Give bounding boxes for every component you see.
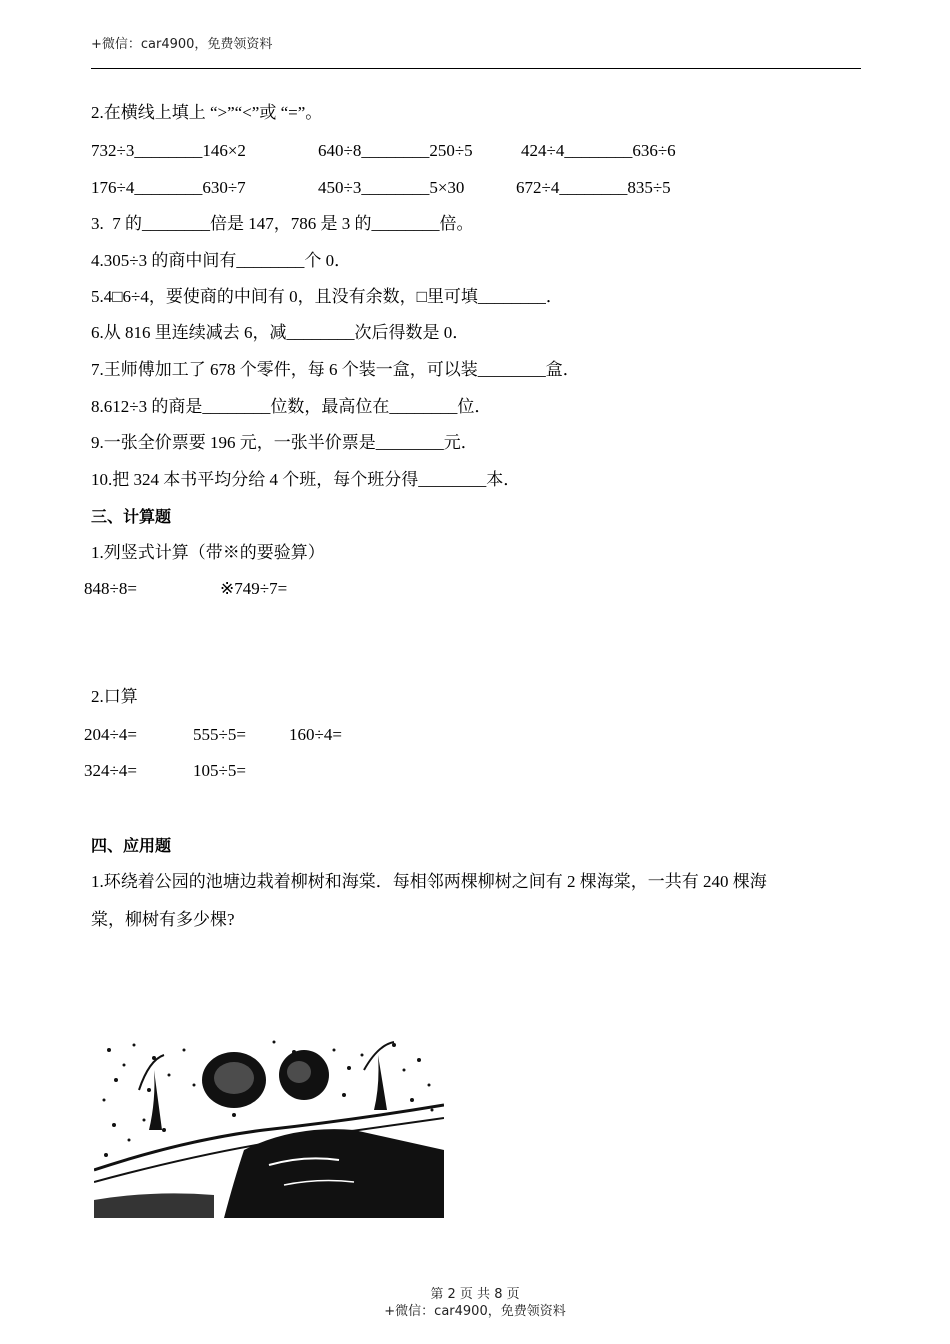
question-3: 3. 7 的________倍是 147，786 是 3 的________倍。 bbox=[91, 214, 474, 233]
section-3-title: 三、计算题 bbox=[91, 507, 172, 526]
page-header: +微信：car4900，免费领资料 bbox=[91, 37, 273, 52]
oral-555: 555÷5= bbox=[193, 725, 246, 744]
question-5: 5.4□6÷4，要使商的中间有 0，且没有余数，□里可填________． bbox=[91, 287, 563, 306]
section-4-title: 四、应用题 bbox=[91, 836, 172, 855]
section-3-sub1: 1.列竖式计算（带※的要验算） bbox=[91, 543, 325, 562]
application-q1-line1: 1.环绕着公园的池塘边栽着柳树和海棠．每相邻两棵柳树之间有 2 棵海棠，一共有 240 棵海 bbox=[91, 872, 767, 891]
page-footer: +微信：car4900，免费领资料 bbox=[384, 1304, 566, 1319]
question-7: 7.王师傅加工了 678 个零件，每 6 个装一盒，可以装________盒． bbox=[91, 360, 580, 379]
question-9: 9.一张全价票要 196 元，一张半价票是________元． bbox=[91, 433, 478, 452]
q2-r1-c3: 424÷4________636÷6 bbox=[521, 141, 676, 160]
q2-r2-c2: 450÷3________5×30 bbox=[318, 178, 465, 197]
oral-160: 160÷4= bbox=[289, 725, 342, 744]
question-4: 4.305÷3 的商中间有________个 0． bbox=[91, 251, 352, 270]
calc-749: ※749÷7= bbox=[220, 579, 288, 598]
pond-illustration bbox=[94, 1030, 444, 1218]
page-number: 第 2 页 共 8 页 bbox=[430, 1287, 520, 1302]
question-8: 8.612÷3 的商是________位数，最高位在________位． bbox=[91, 397, 492, 416]
application-q1-line2: 棠，柳树有多少棵? bbox=[91, 910, 235, 929]
q2-r1-c2: 640÷8________250÷5 bbox=[318, 141, 473, 160]
oral-204: 204÷4= bbox=[84, 725, 137, 744]
oral-324: 324÷4= bbox=[84, 761, 137, 780]
question-6: 6.从 816 里连续减去 6，减________次后得数是 0． bbox=[91, 323, 470, 342]
calc-848: 848÷8= bbox=[84, 579, 137, 598]
q2-r2-c1: 176÷4________630÷7 bbox=[91, 178, 246, 197]
header-divider bbox=[91, 68, 861, 69]
section-3-sub2: 2.口算 bbox=[91, 687, 138, 706]
q2-title: 2.在横线上填上 “>”“<”或 “=”。 bbox=[91, 103, 323, 122]
question-10: 10.把 324 本书平均分给 4 个班，每个班分得________本． bbox=[91, 470, 521, 489]
q2-r2-c3: 672÷4________835÷5 bbox=[516, 178, 671, 197]
q2-r1-c1: 732÷3________146×2 bbox=[91, 141, 246, 160]
oral-105: 105÷5= bbox=[193, 761, 246, 780]
